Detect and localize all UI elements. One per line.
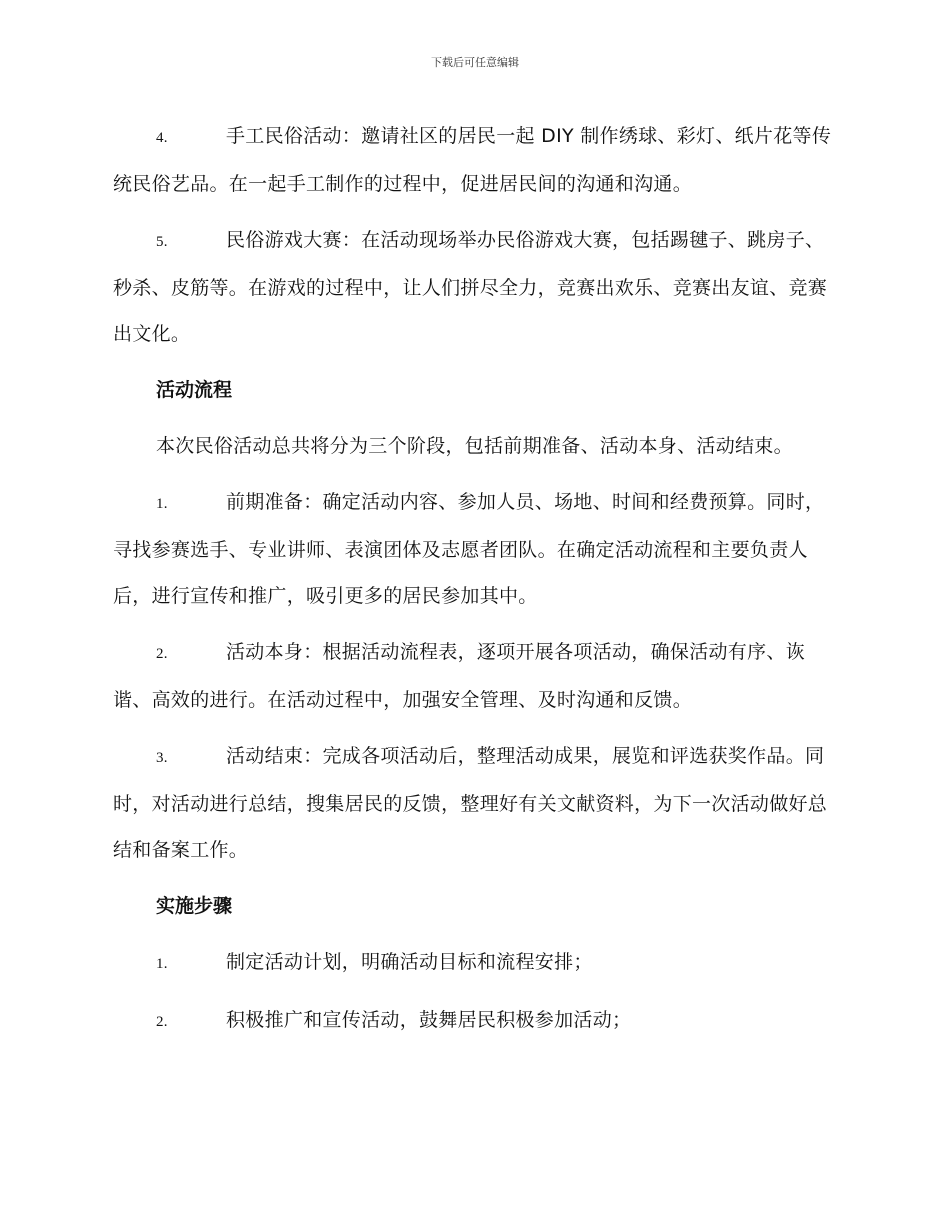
list-number: 2. (156, 1014, 168, 1030)
list-text: 民俗游戏大赛：在活动现场举办民俗游戏大赛，包括踢毽子、跳房子、秒杀、皮筋等。在游戏的过程中，让人们拼尽全力，竞赛出欢乐、竞赛出友谊、竞赛出文化。 (113, 229, 828, 345)
list-text: 制定活动计划，明确活动目标和流程安排； (226, 951, 593, 973)
step-item-2 (113, 997, 835, 1045)
list-number: 1. (156, 496, 168, 512)
flow-item-1 (113, 479, 835, 619)
list-item-5 (113, 217, 835, 357)
list-text: 手工民俗活动：邀请社区的居民一起 DIY 制作绣球、彩灯、纸片花等传统民俗艺品。在一起手工制作的过程中，促进居民间的沟通和沟通。 (113, 125, 832, 195)
list-number: 1. (156, 956, 168, 972)
flow-item-2 (113, 629, 835, 723)
list-text: 活动结束：完成各项活动后，整理活动成果，展览和评选获奖作品。同时，对活动进行总结，搜集居民的反馈，整理好有关文献资料，为下一次活动做好总结和备案工作。 (113, 745, 828, 861)
section-heading-flow: 活动流程 (156, 379, 233, 401)
list-item-4 (113, 113, 835, 207)
flow-item-3 (113, 733, 835, 873)
document-body (113, 113, 835, 1055)
list-number: 2. (156, 646, 168, 662)
list-number: 3. (156, 750, 168, 766)
step-item-1 (113, 939, 835, 987)
section-heading-steps: 实施步骤 (156, 895, 233, 917)
list-number: 5. (156, 234, 168, 250)
list-number: 4. (156, 130, 168, 146)
page-header: 下载后可任意编辑 (431, 56, 519, 69)
list-text: 积极推广和宣传活动，鼓舞居民积极参加活动； (226, 1009, 632, 1031)
list-text: 活动本身：根据活动流程表，逐项开展各项活动，确保活动有序、诙谐、高效的进行。在活动过程中，加强安全管理、及时沟通和反馈。 (113, 641, 806, 711)
flow-intro-paragraph: 本次民俗活动总共将分为三个阶段，包括前期准备、活动本身、活动结束。 (156, 435, 793, 457)
list-text: 前期准备：确定活动内容、参加人员、场地、时间和经费预算。同时，寻找参赛选手、专业讲师、表演团体及志愿者团队。在确定活动流程和主要负责人后，进行宣传和推广，吸引更多的居民参加其中。 (113, 491, 825, 607)
